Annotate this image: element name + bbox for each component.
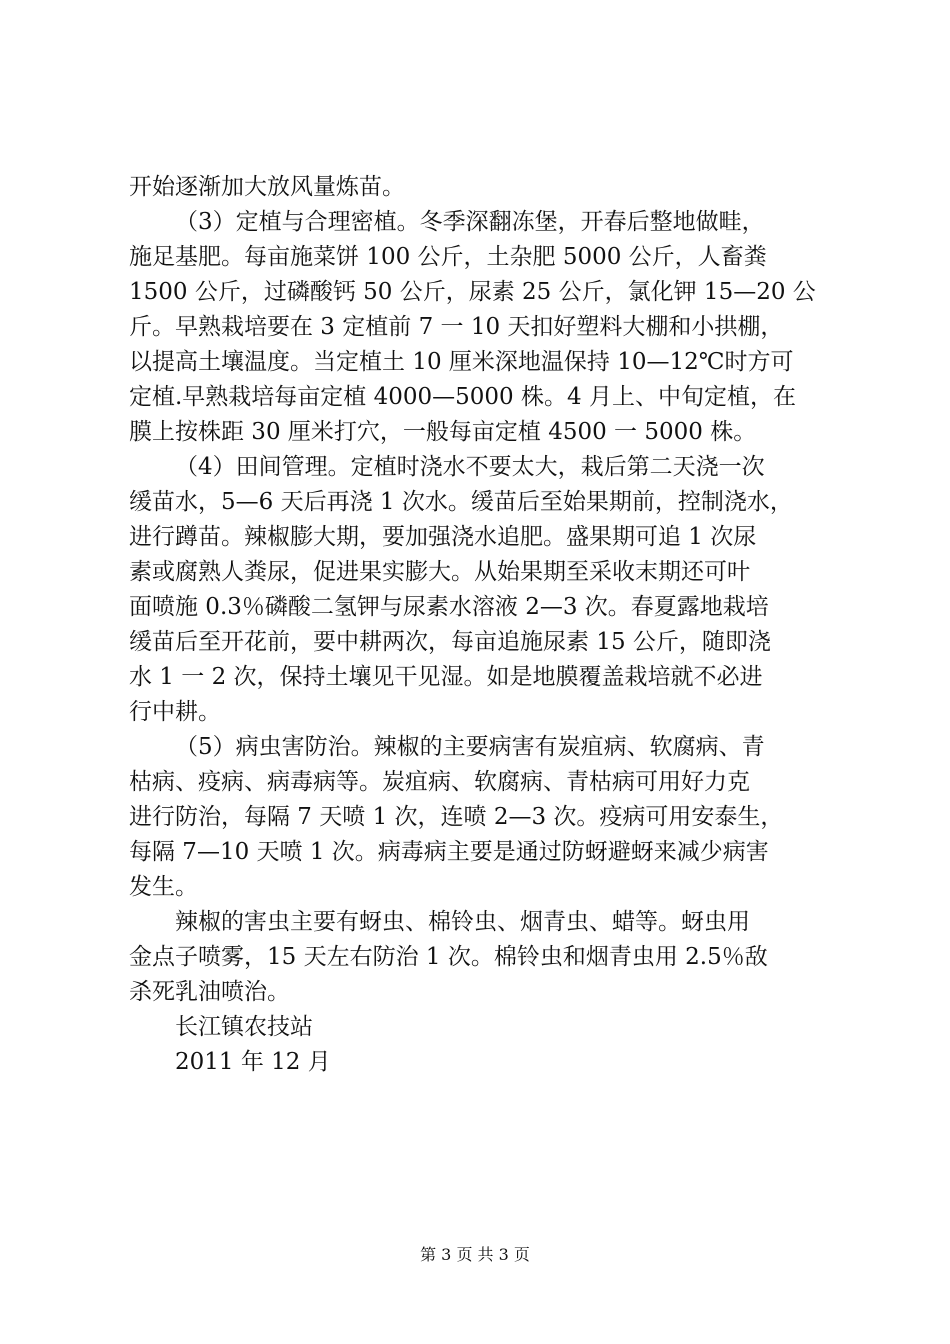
text-line: 每隔 7—10 天喷 1 次。病毒病主要是通过防蚜避蚜来减少病害 — [129, 839, 769, 865]
text-line: 缓苗水，5—6 天后再浇 1 次水。缓苗后至始果期前，控制浇水， — [129, 489, 793, 515]
text-line: 杀死乳油喷治。 — [129, 979, 290, 1005]
text-line: 长江镇农技站 — [175, 1014, 313, 1040]
text-line: 以提高土壤温度。当定植土 10 厘米深地温保持 10—12℃时方可 — [129, 349, 794, 375]
text-line: 枯病、疫病、病毒病等。炭疽病、软腐病、青枯病可用好力克 — [129, 769, 750, 795]
text-line: 2011 年 12 月 — [175, 1049, 331, 1075]
text-line: 开始逐渐加大放风量炼苗。 — [129, 174, 405, 200]
text-line: 行中耕。 — [129, 699, 221, 725]
text-line: 素或腐熟人粪尿，促进果实膨大。从始果期至采收末期还可叶 — [129, 559, 750, 585]
text-line: （3）定植与合理密植。冬季深翻冻堡，开春后整地做畦， — [175, 209, 765, 235]
text-line: 进行防治，每隔 7 天喷 1 次，连喷 2—3 次。疫病可用安泰生， — [129, 804, 784, 830]
page-footer: 第 3 页 共 3 页 — [420, 1245, 530, 1264]
text-line: 水 1 一 2 次，保持土壤见干见湿。如是地膜覆盖栽培就不必进 — [129, 664, 763, 690]
text-line: （5）病虫害防治。辣椒的主要病害有炭疽病、软腐病、青 — [175, 734, 765, 760]
text-line: 辣椒的害虫主要有蚜虫、棉铃虫、烟青虫、蜡等。蚜虫用 — [175, 909, 750, 935]
text-line: 膜上按株距 30 厘米打穴，一般每亩定植 4500 一 5000 株。 — [129, 419, 757, 445]
text-line: 1500 公斤，过磷酸钙 50 公斤，尿素 25 公斤，氯化钾 15—20 公 — [129, 279, 816, 305]
document-body — [129, 170, 841, 1080]
text-line: 施足基肥。每亩施菜饼 100 公斤，土杂肥 5000 公斤，人畜粪 — [129, 244, 767, 270]
text-line: 定植.早熟栽培每亩定植 4000—5000 株。4 月上、中旬定植，在 — [129, 384, 796, 410]
text-line: 缓苗后至开花前，要中耕两次，每亩追施尿素 15 公斤，随即浇 — [129, 629, 771, 655]
text-line: 面喷施 0.3％磷酸二氢钾与尿素水溶液 2—3 次。春夏露地栽培 — [129, 594, 769, 620]
text-line: 金点子喷雾，15 天左右防治 1 次。棉铃虫和烟青虫用 2.5％敌 — [129, 944, 768, 970]
text-line: 发生。 — [129, 874, 198, 900]
text-line: 进行蹲苗。辣椒膨大期，要加强浇水追肥。盛果期可追 1 次尿 — [129, 524, 757, 550]
text-line: （4）田间管理。定植时浇水不要太大，栽后第二天浇一次 — [175, 454, 765, 480]
text-line: 斤。早熟栽培要在 3 定植前 7 一 10 天扣好塑料大棚和小拱棚， — [129, 314, 784, 340]
